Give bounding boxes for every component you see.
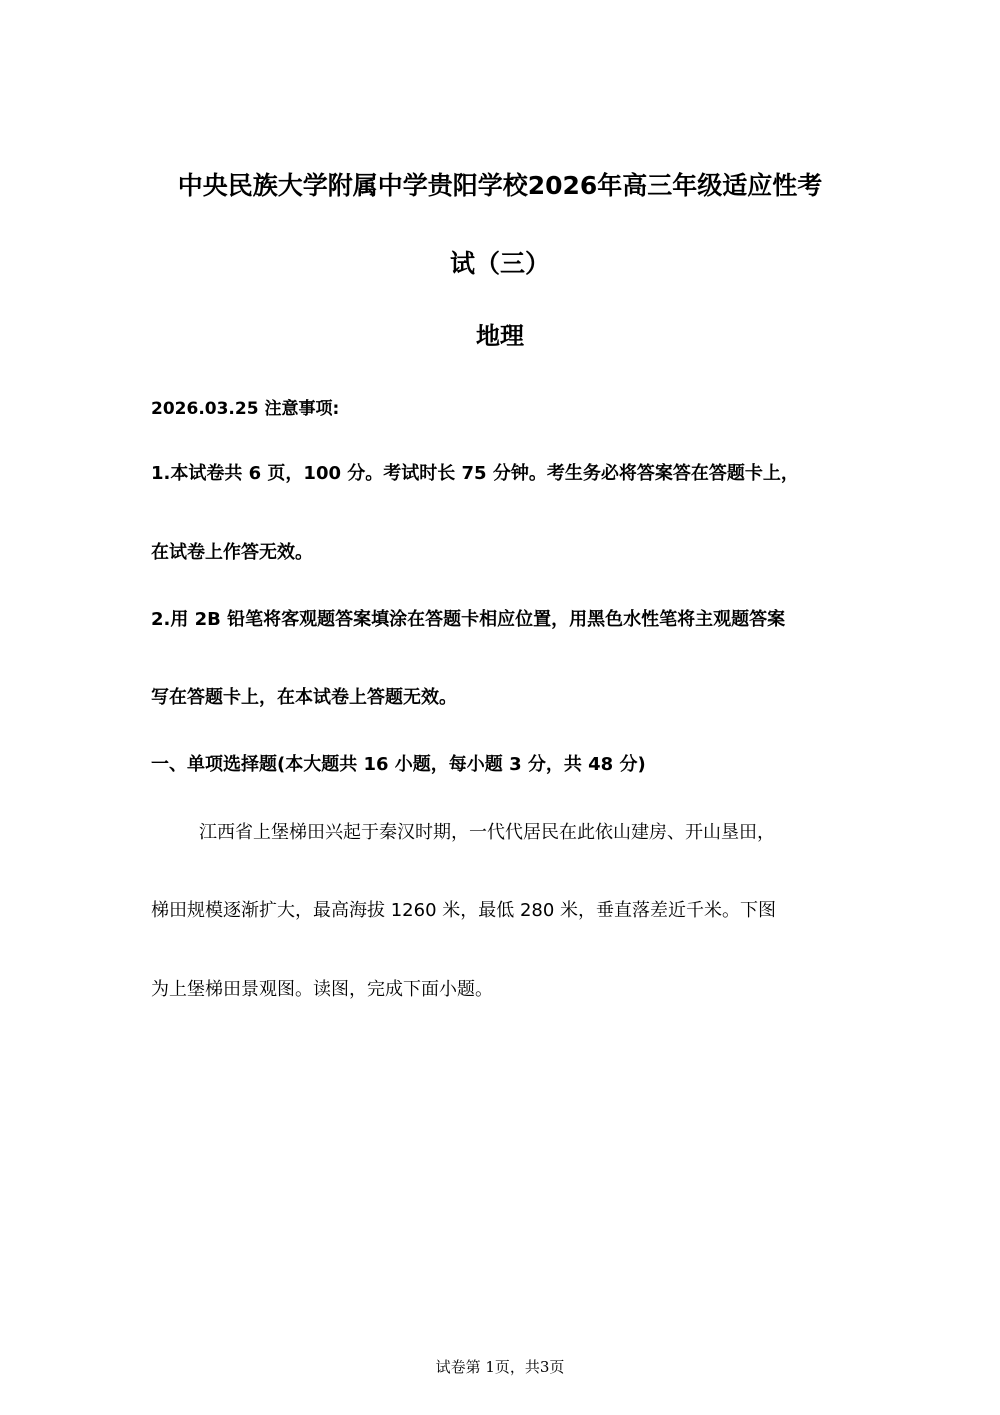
notice-1-line-1: 1.本试卷共 6 页，100 分。考试时长 75 分钟。考生务必将答案答在答题卡上， <box>151 463 799 484</box>
notice-1-line-2: 在试卷上作答无效。 <box>151 542 313 563</box>
exam-title-line-2: 试（三） <box>449 249 550 278</box>
page-footer: 试卷第 1页，共3页 <box>435 1358 565 1376</box>
exam-title-line-1: 中央民族大学附属中学贵阳学校2026年高三年级适应性考 <box>177 171 823 200</box>
passage-line-3: 为上堡梯田景观图。读图，完成下面小题。 <box>151 979 493 1000</box>
passage-line-2: 梯田规模逐渐扩大，最高海拔 1260 米，最低 280 米，垂直落差近千米。下图 <box>151 900 777 921</box>
notice-2-line-2: 写在答题卡上，在本试卷上答题无效。 <box>151 687 457 708</box>
subject-heading: 地理 <box>476 322 524 350</box>
passage-line-1: 江西省上堡梯田兴起于秦汉时期，一代代居民在此依山建房、开山垦田， <box>199 822 775 843</box>
section-heading: 一、单项选择题(本大题共 16 小题，每小题 3 分，共 48 分) <box>151 754 646 775</box>
notice-2-line-1: 2.用 2B 铅笔将客观题答案填涂在答题卡相应位置，用黑色水性笔将主观题答案 <box>151 609 786 630</box>
date-and-notice-heading: 2026.03.25 注意事项: <box>151 399 340 419</box>
